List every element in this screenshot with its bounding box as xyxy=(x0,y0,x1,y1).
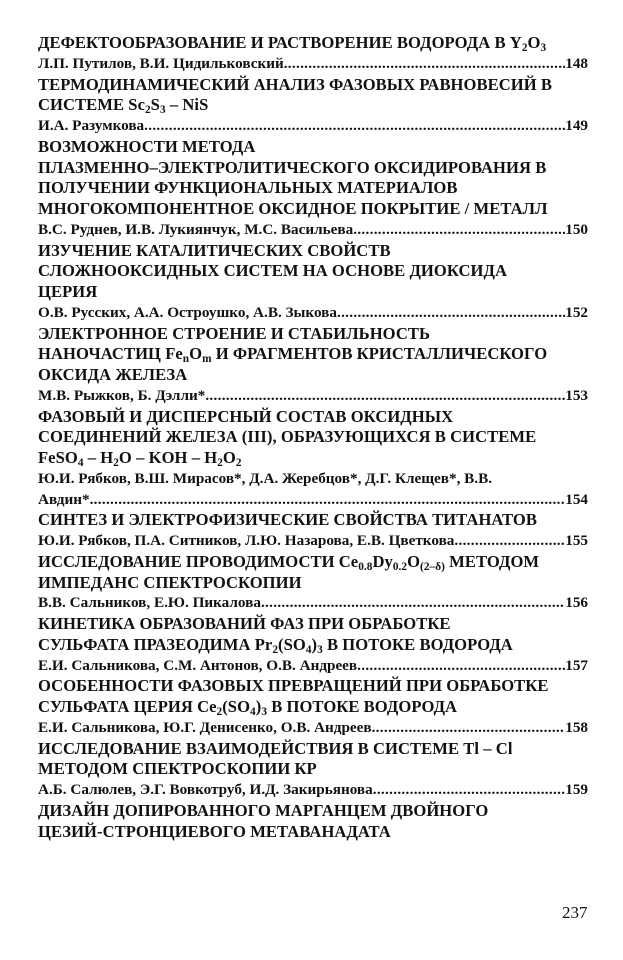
toc-entry[interactable] xyxy=(38,324,588,407)
toc-entry[interactable] xyxy=(38,137,588,241)
subscript: 3 xyxy=(317,643,323,656)
entry-title-line: ПОЛУЧЕНИИ ФУНКЦИОНАЛЬНЫХ МАТЕРИАЛОВ xyxy=(38,178,458,198)
toc-entry[interactable] xyxy=(38,614,588,676)
entry-authors-line xyxy=(38,220,588,241)
entry-title-line: ТЕРМОДИНАМИЧЕСКИЙ АНАЛИЗ ФАЗОВЫХ РАВНОВЕСИЙ В xyxy=(38,74,552,94)
subscript: 3 xyxy=(261,705,267,718)
entry-title-line: ОСОБЕННОСТИ ФАЗОВЫХ ПРЕВРАЩЕНИЙ ПРИ ОБРАБОТКЕ xyxy=(38,676,549,696)
entry-title-line: СУЛЬФАТА ЦЕРИЯ $Ce_2(SO_4)_3$ В ПОТОКЕ ВОДОРОДА xyxy=(38,697,458,718)
subscript: 2 xyxy=(272,643,278,656)
entry-title-line: КИНЕТИКА ОБРАЗОВАНИЙ ФАЗ ПРИ ОБРАБОТКЕ xyxy=(38,614,451,633)
entry-page-number[interactable]: 156 xyxy=(565,594,588,612)
leader-dots xyxy=(337,303,565,324)
entry-page-number[interactable]: 154 xyxy=(565,490,588,508)
entry-authors-line xyxy=(38,593,588,614)
leader-dots xyxy=(357,656,565,677)
entry-title-line: СЛОЖНООКСИДНЫХ СИСТЕМ НА ОСНОВЕ ДИОКСИДА xyxy=(38,261,508,281)
entry-authors-line xyxy=(38,531,588,552)
entry-page-number[interactable]: 148 xyxy=(565,54,588,72)
entry-title-line: ИМПЕДАНС СПЕКТРОСКОПИИ xyxy=(38,572,302,592)
entry-title-line: ИССЛЕДОВАНИЕ ПРОВОДИМОСТИ $Ce_{0.8}Dy_{0.2}O_{(2-\delta)}$ МЕТОДОМ xyxy=(38,551,540,573)
entry-authors: А.Б. Салюлев, Э.Г. Вовкотруб, И.Д. Закирьянова xyxy=(38,781,373,798)
entry-title-line: FeSO$_4$ – $H_2O$ – KOH – $H_2O_2$ xyxy=(38,448,242,469)
toc-entry[interactable] xyxy=(38,407,588,511)
entry-authors: Е.И. Сальникова, С.М. Антонов, О.В. Андреев xyxy=(38,656,358,674)
entry-title-line: ОКСИДА ЖЕЛЕЗА xyxy=(38,365,188,384)
entry-title-line: СИСТЕМЕ $Sc_2S_3$ – NiS xyxy=(38,95,209,116)
entry-authors: Е.И. Сальникова, Ю.Г. Денисенко, О.В. Андреев xyxy=(38,718,372,736)
leader-dots xyxy=(90,490,566,511)
subscript: m xyxy=(202,353,212,365)
entry-page-number[interactable]: 155 xyxy=(565,532,588,549)
entry-authors: О.В. Русских, А.А. Остроушко, А.В. Зыкова xyxy=(38,303,337,321)
leader-dots xyxy=(353,220,565,241)
subscript: 2 xyxy=(217,456,223,469)
entry-title-line: МЕТОДОМ СПЕКТРОСКОПИИ КР xyxy=(38,759,317,779)
subscript: n xyxy=(182,353,190,365)
leader-dots xyxy=(373,780,565,801)
leader-dots xyxy=(144,116,565,137)
entry-page-number[interactable]: 158 xyxy=(565,718,588,736)
subscript: 2 xyxy=(235,456,242,469)
entry-title-line: СУЛЬФАТА ПРАЗЕОДИМА $Pr_2(SO_4)_3$ В ПОТОКЕ ВОДОРОДА xyxy=(38,634,513,656)
table-of-contents xyxy=(38,33,588,842)
subscript: 3 xyxy=(540,41,547,54)
entry-title-line: ФАЗОВЫЙ И ДИСПЕРСНЫЙ СОСТАВ ОКСИДНЫХ xyxy=(38,406,454,426)
entry-title-line: ИЗУЧЕНИЕ КАТАЛИТИЧЕСКИХ СВОЙСТВ xyxy=(38,240,391,260)
entry-authors-line xyxy=(38,116,588,137)
entry-authors: Ю.И. Рябков, П.А. Ситников, Л.Ю. Назарова, Е.В. Цветкова xyxy=(38,532,455,549)
entry-title-line: ДЕФЕКТООБРАЗОВАНИЕ И РАСТВОРЕНИЕ ВОДОРОДА В $Y_2O_3$ xyxy=(38,33,547,54)
leader-dots xyxy=(205,386,565,407)
subscript: 2 xyxy=(113,456,119,469)
subscript: (2–δ) xyxy=(420,560,445,573)
leader-dots xyxy=(261,593,565,614)
toc-entry[interactable] xyxy=(38,33,588,75)
subscript: 2 xyxy=(144,104,151,116)
toc-entry[interactable] xyxy=(38,552,588,614)
subscript: 4 xyxy=(77,456,84,469)
entry-page-number[interactable]: 159 xyxy=(565,781,588,798)
leader-dots xyxy=(284,54,566,75)
entry-authors: В.С. Руднев, И.В. Лукиянчук, М.С. Васильева xyxy=(38,220,354,238)
subscript: 0.8 xyxy=(358,560,373,573)
entry-authors-line xyxy=(38,54,588,75)
entry-authors-line xyxy=(38,386,588,407)
entry-title-line: МНОГОКОМПОНЕНТНОЕ ОКСИДНОЕ ПОКРЫТИЕ / МЕТАЛЛ xyxy=(38,199,548,218)
subscript: 4 xyxy=(250,705,256,718)
entry-authors-line xyxy=(38,490,588,511)
entry-page-number[interactable]: 149 xyxy=(565,117,588,134)
entry-authors: В.В. Сальников, Е.Ю. Пикалова xyxy=(38,594,261,612)
entry-authors: Ю.И. Рябков, В.Ш. Мирасов*, Д.А. Жеребцов*, Д.Г. Клещев*, В.В. xyxy=(38,469,493,487)
leader-dots xyxy=(372,718,566,739)
entry-authors: И.А. Разумкова xyxy=(38,117,145,134)
entry-authors-line xyxy=(38,469,588,490)
entry-title-line: ДИЗАЙН ДОПИРОВАННОГО МАРГАНЦЕМ ДВОЙНОГО xyxy=(38,800,489,820)
entry-title-line: НАНОЧАСТИЦ $Fe_nO_m$ И ФРАГМЕНТОВ КРИСТАЛЛИЧЕСКОГО xyxy=(38,344,548,365)
entry-title-line: ПЛАЗМЕННО–ЭЛЕКТРОЛИТИЧЕСКОГО ОКСИДИРОВАНИЯ В xyxy=(38,157,547,177)
entry-page-number[interactable]: 157 xyxy=(565,656,588,674)
subscript: 2 xyxy=(521,41,528,54)
entry-page-number[interactable]: 153 xyxy=(565,386,588,404)
subscript: 3 xyxy=(159,104,166,116)
entry-title-line: ЦЕРИЯ xyxy=(38,282,98,301)
entry-page-number[interactable]: 152 xyxy=(565,303,588,321)
toc-entry[interactable] xyxy=(38,801,588,843)
entry-title-line: ИССЛЕДОВАНИЕ ВЗАИМОДЕЙСТВИЯ В СИСТЕМЕ Tl – Cl xyxy=(38,738,513,758)
toc-entry[interactable] xyxy=(38,739,588,801)
entry-authors: Авдин* xyxy=(38,490,90,508)
entry-title-line: ЭЛЕКТРОННОЕ СТРОЕНИЕ И СТАБИЛЬНОСТЬ xyxy=(38,323,430,343)
entry-title-line: ВОЗМОЖНОСТИ МЕТОДА xyxy=(38,136,256,156)
leader-dots xyxy=(454,531,565,552)
subscript: 0.2 xyxy=(392,560,408,573)
entry-authors-line xyxy=(38,718,588,739)
toc-entry[interactable] xyxy=(38,676,588,738)
toc-entry[interactable] xyxy=(38,75,588,137)
entry-title-line: ЦЕЗИЙ-СТРОНЦИЕВОГО МЕТАВАНАДАТА xyxy=(38,821,391,841)
entry-authors-line xyxy=(38,656,588,677)
entry-page-number[interactable]: 150 xyxy=(565,220,588,238)
page-number: 237 xyxy=(562,903,588,922)
subscript: 2 xyxy=(216,705,223,718)
entry-authors-line xyxy=(38,780,588,801)
entry-title-line: СИНТЕЗ И ЭЛЕКТРОФИЗИЧЕСКИЕ СВОЙСТВА ТИТАНАТОВ xyxy=(38,510,537,530)
entry-authors-line xyxy=(38,303,588,324)
toc-entry[interactable] xyxy=(38,510,588,552)
toc-entry[interactable] xyxy=(38,241,588,324)
entry-authors: М.В. Рыжков, Б. Дэлли* xyxy=(38,386,206,404)
entry-authors: Л.П. Путилов, В.И. Цидильковский xyxy=(38,54,284,72)
subscript: 4 xyxy=(305,643,312,656)
entry-title-line: СОЕДИНЕНИЙ ЖЕЛЕЗА (III), ОБРАЗУЮЩИХСЯ В СИСТЕМЕ xyxy=(38,427,537,447)
